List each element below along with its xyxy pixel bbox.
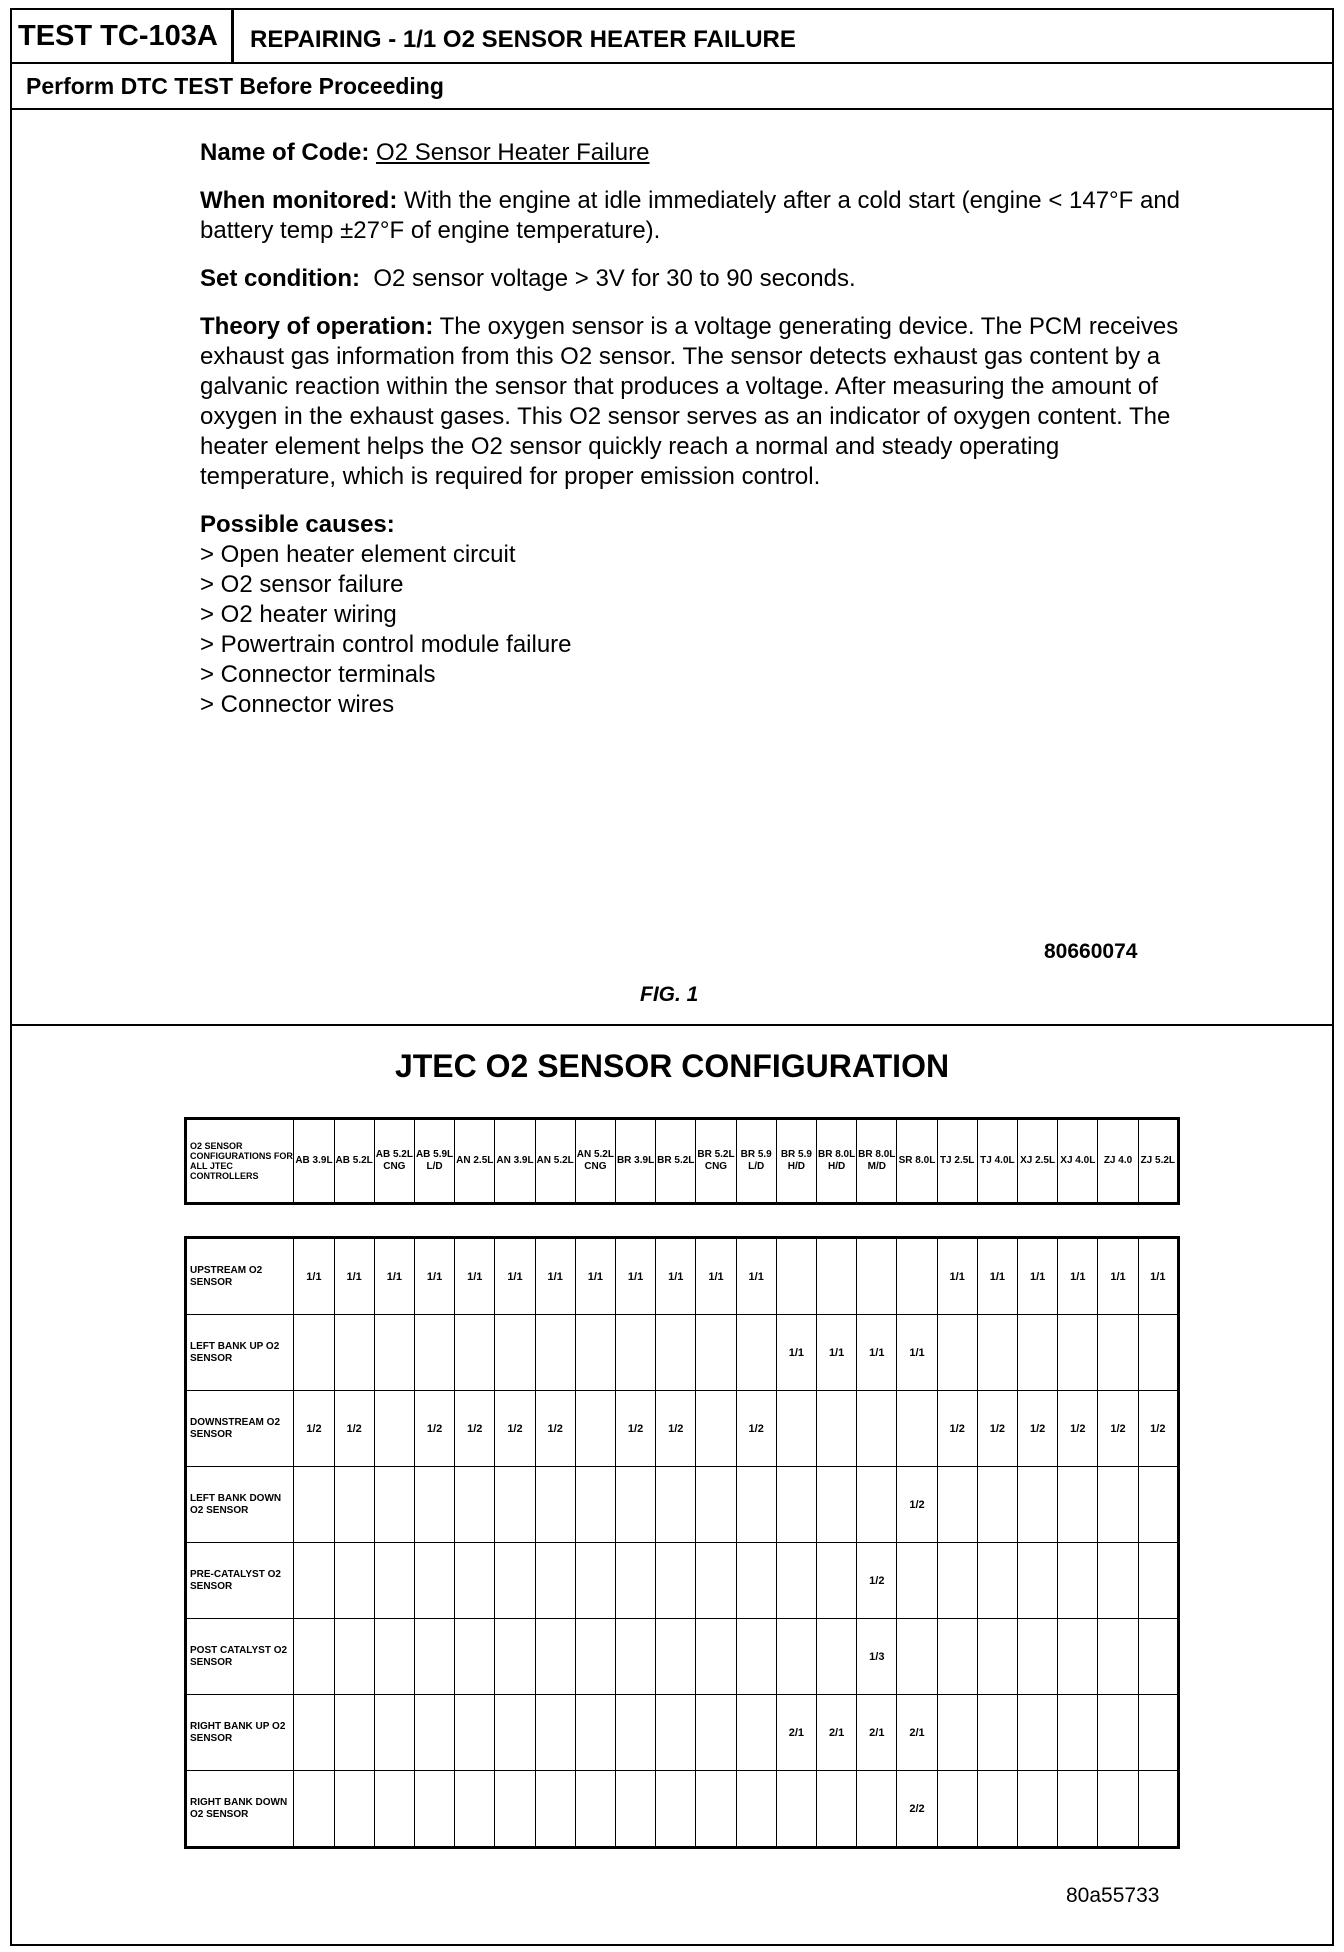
table-cell xyxy=(575,1771,615,1848)
table-cell xyxy=(294,1695,334,1771)
table-cell xyxy=(1098,1695,1138,1771)
table-cell xyxy=(696,1315,736,1391)
table-cell xyxy=(294,1771,334,1848)
table-cell xyxy=(1058,1619,1098,1695)
table-cell: 2/1 xyxy=(816,1695,856,1771)
table-cell xyxy=(575,1315,615,1391)
table-cell: 1/2 xyxy=(615,1391,655,1467)
table-row xyxy=(186,1238,1179,1315)
table-cell xyxy=(615,1467,655,1543)
table-cell xyxy=(1098,1543,1138,1619)
table-cell xyxy=(1018,1315,1058,1391)
test-header xyxy=(12,10,1332,64)
table-cell: 1/1 xyxy=(1138,1238,1178,1315)
table-cell xyxy=(575,1467,615,1543)
table-cell xyxy=(1138,1695,1178,1771)
column-header: XJ 4.0L xyxy=(1058,1119,1098,1204)
table-cell xyxy=(897,1619,937,1695)
corner-label: O2 SENSOR CONFIGURATIONS FOR ALL JTEC CONTROLLERS xyxy=(186,1119,294,1204)
table-cell xyxy=(1098,1467,1138,1543)
table-cell: 1/2 xyxy=(535,1391,575,1467)
table-cell: 1/1 xyxy=(696,1238,736,1315)
column-header: BR 5.9 L/D xyxy=(736,1119,776,1204)
column-header: AN 5.2L xyxy=(535,1119,575,1204)
table-cell xyxy=(1098,1619,1138,1695)
table-cell: 1/1 xyxy=(736,1238,776,1315)
table-cell xyxy=(696,1619,736,1695)
row-label: UPSTREAM O2 SENSOR xyxy=(186,1238,294,1315)
table-cell xyxy=(656,1315,696,1391)
table-cell xyxy=(937,1695,977,1771)
table-cell xyxy=(414,1695,454,1771)
table-cell: 2/1 xyxy=(776,1695,816,1771)
table-cell: 1/1 xyxy=(294,1238,334,1315)
table-cell: 2/1 xyxy=(897,1695,937,1771)
table-cell xyxy=(535,1771,575,1848)
table-cell xyxy=(1058,1771,1098,1848)
table-cell xyxy=(455,1695,495,1771)
table-cell xyxy=(374,1771,414,1848)
cause-item: > Open heater element circuit xyxy=(200,541,516,568)
table-cell xyxy=(977,1695,1017,1771)
table-cell xyxy=(857,1238,897,1315)
column-header: AB 5.9L L/D xyxy=(414,1119,454,1204)
table-cell: 1/2 xyxy=(937,1391,977,1467)
table-cell: 1/1 xyxy=(575,1238,615,1315)
cause-item: > Connector wires xyxy=(200,691,395,718)
table-cell: 1/1 xyxy=(656,1238,696,1315)
table-cell: 1/1 xyxy=(977,1238,1017,1315)
table-cell xyxy=(1058,1695,1098,1771)
table-cell: 1/1 xyxy=(374,1238,414,1315)
row-label: PRE-CATALYST O2 SENSOR xyxy=(186,1543,294,1619)
table-cell xyxy=(696,1391,736,1467)
header-row xyxy=(186,1119,1179,1204)
table-cell xyxy=(374,1619,414,1695)
causes-label: Possible causes: xyxy=(200,511,395,538)
table-cell xyxy=(736,1695,776,1771)
table-cell xyxy=(455,1619,495,1695)
set-condition xyxy=(200,264,1200,294)
table-cell xyxy=(1098,1315,1138,1391)
table-cell: 1/2 xyxy=(736,1391,776,1467)
table-cell xyxy=(776,1619,816,1695)
column-header: AN 2.5L xyxy=(455,1119,495,1204)
table-cell: 1/2 xyxy=(656,1391,696,1467)
column-header: BR 8.0L M/D xyxy=(857,1119,897,1204)
table-cell: 1/2 xyxy=(455,1391,495,1467)
table-cell xyxy=(736,1315,776,1391)
table-cell xyxy=(736,1543,776,1619)
table-cell xyxy=(897,1238,937,1315)
theory-text: The oxygen sensor is a voltage generating device. The PCM receives exhaust gas information from this O2 sensor. The sensor detects exhaust gas content by a galvanic reaction within the sensor that produces a voltage. After measuring the amount of oxygen in the exhaust gases. This O2 sensor serves as an indicator of oxygen content. The heater element helps the O2 sensor quickly reach a normal and steady operating temperature, which is required for proper emission control. xyxy=(200,313,1179,490)
cause-item: > O2 sensor failure xyxy=(200,571,404,598)
table-row xyxy=(186,1391,1179,1467)
table-cell xyxy=(776,1238,816,1315)
table-cell xyxy=(414,1771,454,1848)
table-cell xyxy=(857,1467,897,1543)
figure-label: FIG. 1 xyxy=(640,983,699,1006)
table-cell xyxy=(495,1467,535,1543)
table-cell xyxy=(977,1315,1017,1391)
table-cell xyxy=(414,1619,454,1695)
column-header: AB 3.9L xyxy=(294,1119,334,1204)
table-cell: 2/2 xyxy=(897,1771,937,1848)
table-row xyxy=(186,1695,1179,1771)
column-header: AB 5.2L CNG xyxy=(374,1119,414,1204)
table-cell xyxy=(535,1543,575,1619)
row-label: RIGHT BANK DOWN O2 SENSOR xyxy=(186,1771,294,1848)
table-cell xyxy=(776,1543,816,1619)
column-header: AN 5.2L CNG xyxy=(575,1119,615,1204)
set-text: O2 sensor voltage > 3V for 30 to 90 seconds. xyxy=(373,265,856,292)
monitored-label: When monitored: xyxy=(200,187,398,214)
table-cell: 1/1 xyxy=(816,1315,856,1391)
column-header: SR 8.0L xyxy=(897,1119,937,1204)
column-header: TJ 2.5L xyxy=(937,1119,977,1204)
table-cell xyxy=(334,1467,374,1543)
table-cell xyxy=(615,1315,655,1391)
table-cell xyxy=(615,1543,655,1619)
table-cell: 1/2 xyxy=(897,1467,937,1543)
table-cell xyxy=(1018,1467,1058,1543)
table-cell xyxy=(736,1619,776,1695)
cause-item: > O2 heater wiring xyxy=(200,601,397,628)
table-cell xyxy=(1058,1467,1098,1543)
table-cell xyxy=(897,1543,937,1619)
name-of-code xyxy=(200,138,1200,168)
table-cell xyxy=(495,1771,535,1848)
table-cell: 1/2 xyxy=(1138,1391,1178,1467)
table-cell: 1/1 xyxy=(334,1238,374,1315)
table-row xyxy=(186,1619,1179,1695)
table-cell xyxy=(816,1543,856,1619)
table-cell xyxy=(495,1315,535,1391)
table-cell xyxy=(1098,1771,1138,1848)
table-cell xyxy=(977,1543,1017,1619)
table-cell xyxy=(414,1543,454,1619)
table-cell xyxy=(455,1543,495,1619)
table-cell xyxy=(656,1771,696,1848)
table-cell: 1/2 xyxy=(1018,1391,1058,1467)
table-cell xyxy=(937,1543,977,1619)
table-cell xyxy=(615,1619,655,1695)
table-cell: 1/1 xyxy=(937,1238,977,1315)
table-cell xyxy=(495,1695,535,1771)
column-header: BR 5.2L CNG xyxy=(696,1119,736,1204)
section-divider xyxy=(12,1024,1332,1026)
table-cell xyxy=(736,1467,776,1543)
column-header: AN 3.9L xyxy=(495,1119,535,1204)
table-cell xyxy=(615,1695,655,1771)
column-header: BR 5.9 H/D xyxy=(776,1119,816,1204)
table-cell xyxy=(816,1391,856,1467)
table-cell xyxy=(414,1315,454,1391)
table-row xyxy=(186,1467,1179,1543)
table-cell xyxy=(1138,1315,1178,1391)
test-title: REPAIRING - 1/1 O2 SENSOR HEATER FAILURE xyxy=(250,26,796,53)
table-cell xyxy=(656,1543,696,1619)
row-label: DOWNSTREAM O2 SENSOR xyxy=(186,1391,294,1467)
table-cell xyxy=(656,1619,696,1695)
table-cell xyxy=(816,1238,856,1315)
table-cell: 1/1 xyxy=(535,1238,575,1315)
config-body-table xyxy=(184,1236,1180,1849)
table-cell xyxy=(535,1467,575,1543)
column-header: AB 5.2L xyxy=(334,1119,374,1204)
table-cell xyxy=(696,1695,736,1771)
table-cell xyxy=(455,1315,495,1391)
table-cell xyxy=(1018,1771,1058,1848)
table-cell xyxy=(334,1315,374,1391)
name-label: Name of Code: xyxy=(200,139,370,166)
column-header: ZJ 4.0 xyxy=(1098,1119,1138,1204)
table-cell xyxy=(374,1543,414,1619)
table-cell xyxy=(977,1619,1017,1695)
table-cell xyxy=(455,1771,495,1848)
table-cell xyxy=(816,1467,856,1543)
table-cell xyxy=(294,1467,334,1543)
name-value: O2 Sensor Heater Failure xyxy=(376,139,650,166)
table-cell xyxy=(1138,1467,1178,1543)
table-cell xyxy=(656,1467,696,1543)
table-cell xyxy=(1138,1543,1178,1619)
table-cell xyxy=(1018,1619,1058,1695)
config-header-table xyxy=(184,1117,1180,1205)
table-cell xyxy=(816,1619,856,1695)
theory-label: Theory of operation: xyxy=(200,313,434,340)
table-cell xyxy=(294,1315,334,1391)
table-cell xyxy=(937,1619,977,1695)
table-cell: 1/1 xyxy=(615,1238,655,1315)
table-cell xyxy=(776,1467,816,1543)
table-cell xyxy=(897,1391,937,1467)
table-cell xyxy=(977,1771,1017,1848)
table-cell xyxy=(334,1543,374,1619)
when-monitored xyxy=(200,186,1200,246)
code-description xyxy=(200,138,1200,720)
table-cell: 1/1 xyxy=(1058,1238,1098,1315)
table-cell: 1/2 xyxy=(1058,1391,1098,1467)
table-cell xyxy=(656,1695,696,1771)
table-cell xyxy=(334,1619,374,1695)
theory-of-operation xyxy=(200,312,1200,492)
monitored-text: With the engine at idle immediately after a cold start (engine < 147°F and battery temp ±27°F of engine temperature). xyxy=(200,187,1181,244)
table-cell: 1/1 xyxy=(495,1238,535,1315)
table-cell xyxy=(776,1391,816,1467)
table-cell xyxy=(857,1391,897,1467)
row-label: LEFT BANK DOWN O2 SENSOR xyxy=(186,1467,294,1543)
table-cell xyxy=(455,1467,495,1543)
table-cell xyxy=(937,1315,977,1391)
table-cell xyxy=(1018,1695,1058,1771)
table-cell xyxy=(937,1771,977,1848)
test-subtitle: Perform DTC TEST Before Proceeding xyxy=(12,64,1332,110)
table-cell xyxy=(696,1771,736,1848)
table-cell: 1/3 xyxy=(857,1619,897,1695)
table-cell xyxy=(535,1695,575,1771)
table-cell: 1/1 xyxy=(414,1238,454,1315)
table-cell xyxy=(374,1695,414,1771)
page-frame xyxy=(10,8,1334,1946)
test-id: TEST TC-103A xyxy=(12,10,234,62)
table-cell xyxy=(857,1771,897,1848)
table-cell: 1/2 xyxy=(294,1391,334,1467)
row-label: LEFT BANK UP O2 SENSOR xyxy=(186,1315,294,1391)
table-cell xyxy=(937,1467,977,1543)
table-row xyxy=(186,1771,1179,1848)
table-cell xyxy=(575,1619,615,1695)
table-cell xyxy=(495,1543,535,1619)
table-cell: 1/1 xyxy=(776,1315,816,1391)
table-cell: 1/2 xyxy=(334,1391,374,1467)
table-cell xyxy=(1138,1619,1178,1695)
table-cell xyxy=(294,1543,334,1619)
table-title: JTEC O2 SENSOR CONFIGURATION xyxy=(394,1048,950,1084)
row-label: POST CATALYST O2 SENSOR xyxy=(186,1619,294,1695)
table-cell xyxy=(696,1467,736,1543)
table-cell xyxy=(374,1315,414,1391)
cause-item: > Connector terminals xyxy=(200,661,436,688)
table-cell xyxy=(575,1543,615,1619)
table-cell: 1/1 xyxy=(455,1238,495,1315)
cause-item: > Powertrain control module failure xyxy=(200,631,572,658)
table-cell xyxy=(615,1771,655,1848)
table-cell: 1/2 xyxy=(495,1391,535,1467)
table-cell xyxy=(294,1619,334,1695)
column-header: BR 5.2L xyxy=(656,1119,696,1204)
table-cell xyxy=(1058,1315,1098,1391)
table-cell xyxy=(495,1619,535,1695)
table-cell: 1/2 xyxy=(1098,1391,1138,1467)
table-cell xyxy=(334,1771,374,1848)
table-cell: 1/2 xyxy=(857,1543,897,1619)
table-cell: 1/1 xyxy=(857,1315,897,1391)
table-cell xyxy=(575,1695,615,1771)
column-header: XJ 2.5L xyxy=(1018,1119,1058,1204)
row-label: RIGHT BANK UP O2 SENSOR xyxy=(186,1695,294,1771)
column-header: BR 3.9L xyxy=(615,1119,655,1204)
table-row xyxy=(186,1543,1179,1619)
table-cell xyxy=(535,1619,575,1695)
table-cell: 1/2 xyxy=(414,1391,454,1467)
table-cell xyxy=(334,1695,374,1771)
table-row xyxy=(186,1315,1179,1391)
set-label: Set condition: xyxy=(200,265,360,292)
table-cell xyxy=(575,1391,615,1467)
table-code: 80a55733 xyxy=(1066,1884,1160,1907)
table-cell xyxy=(535,1315,575,1391)
figure-code: 80660074 xyxy=(1044,940,1138,963)
table-cell xyxy=(977,1467,1017,1543)
table-cell xyxy=(776,1771,816,1848)
table-cell xyxy=(1058,1543,1098,1619)
table-cell: 1/1 xyxy=(1018,1238,1058,1315)
column-header: ZJ 5.2L xyxy=(1138,1119,1178,1204)
possible-causes xyxy=(200,510,1200,720)
table-cell xyxy=(1018,1543,1058,1619)
column-header: TJ 4.0L xyxy=(977,1119,1017,1204)
table-cell xyxy=(736,1771,776,1848)
table-cell xyxy=(1138,1771,1178,1848)
table-cell: 1/2 xyxy=(977,1391,1017,1467)
table-cell xyxy=(414,1467,454,1543)
causes-list xyxy=(200,540,1200,720)
table-cell xyxy=(374,1391,414,1467)
column-header: BR 8.0L H/D xyxy=(816,1119,856,1204)
table-cell: 1/1 xyxy=(897,1315,937,1391)
table-cell xyxy=(374,1467,414,1543)
table-cell xyxy=(816,1771,856,1848)
table-cell: 2/1 xyxy=(857,1695,897,1771)
table-cell: 1/1 xyxy=(1098,1238,1138,1315)
table-cell xyxy=(696,1543,736,1619)
